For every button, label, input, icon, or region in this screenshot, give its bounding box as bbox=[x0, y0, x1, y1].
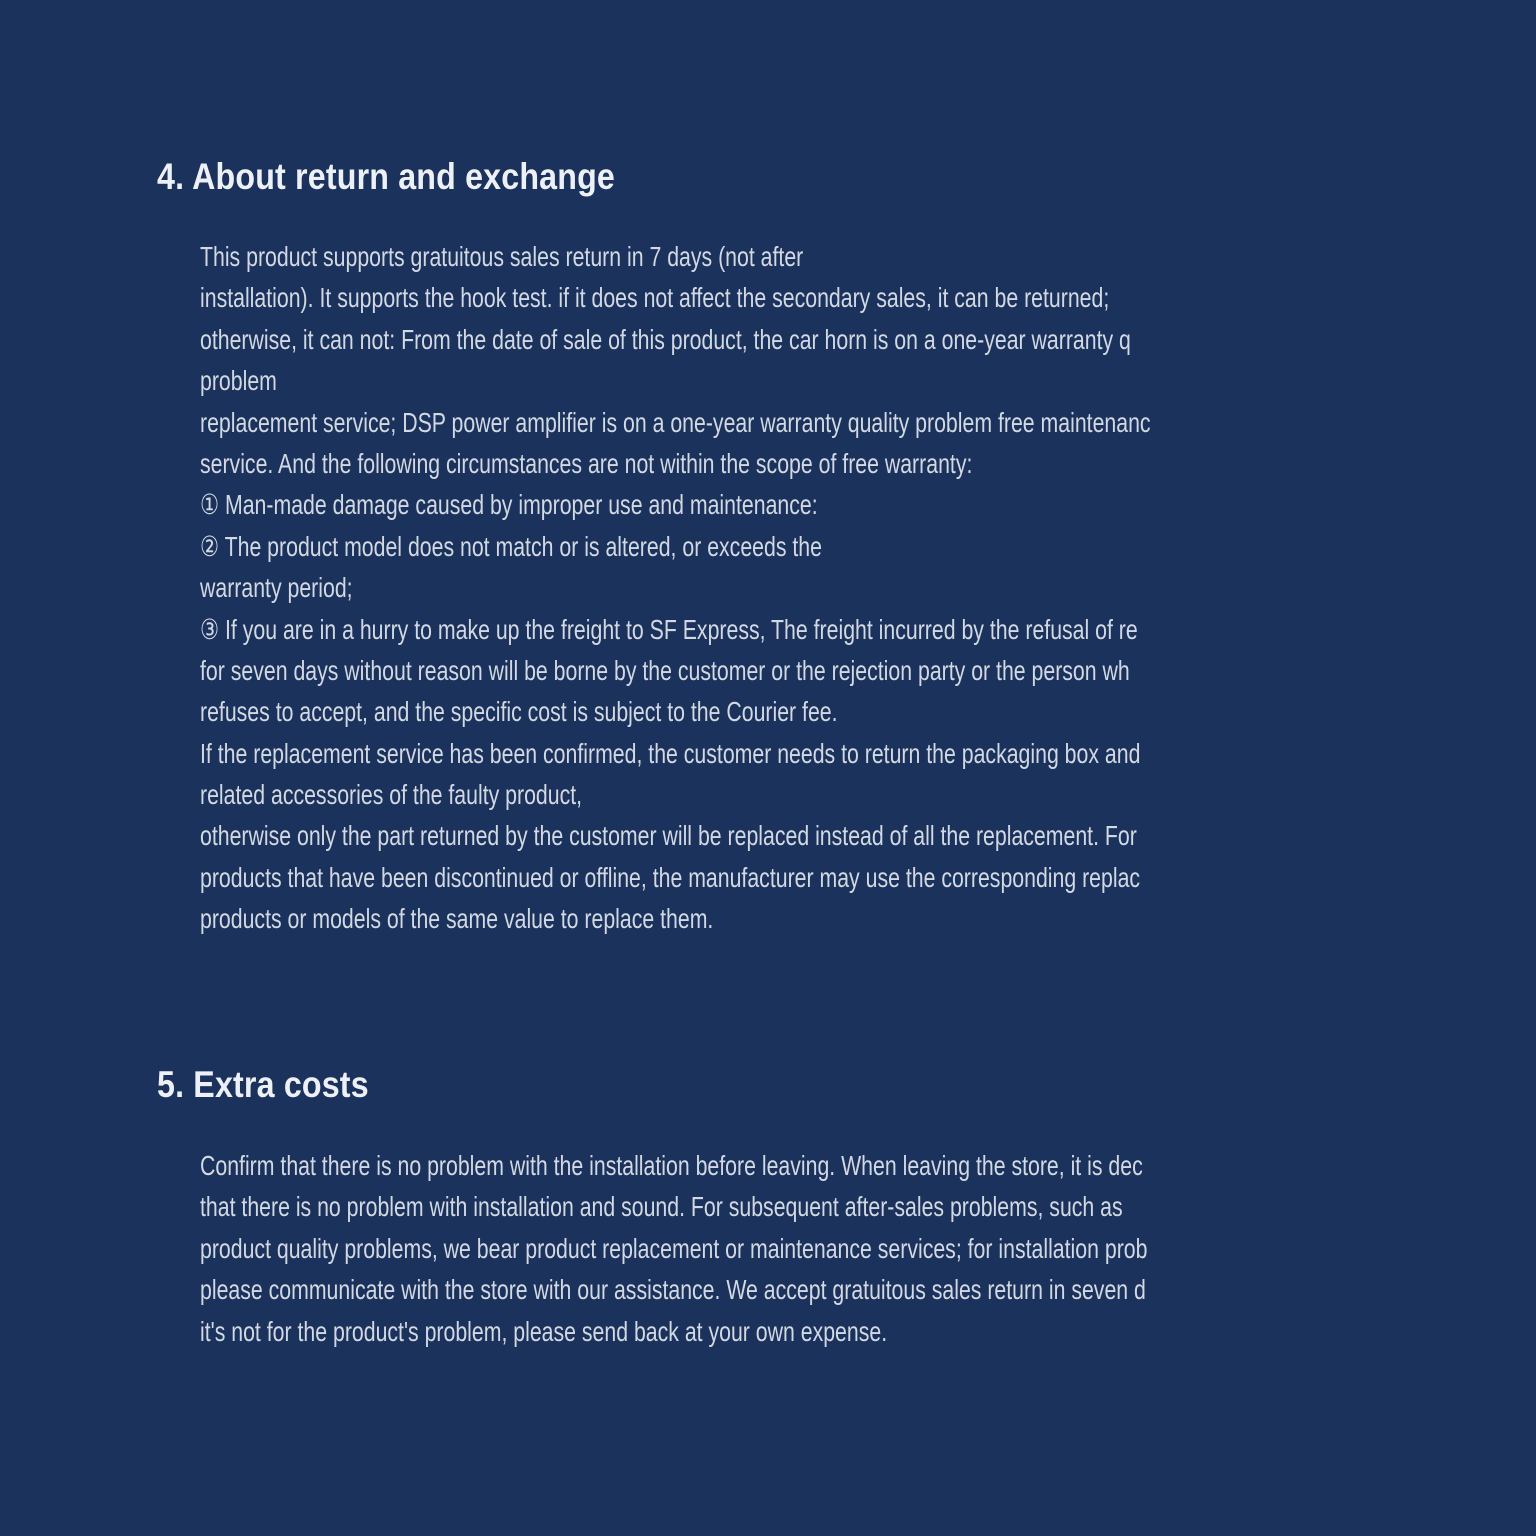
text-line: This product supports gratuitous sales return in 7 days (not after bbox=[200, 241, 804, 272]
text-line: products or models of the same value to replace them. bbox=[200, 903, 714, 935]
text-line-numbered-3: ③ If you are in a hurry to make up the freight to SF Express, The freight incurred by the refusal of re bbox=[200, 613, 1138, 645]
text-line: otherwise, it can not: From the date of sale of this product, the car horn is on a one-year warranty q bbox=[200, 323, 1131, 355]
text-line: product quality problems, we bear product replacement or maintenance services; for installation prob bbox=[200, 1232, 1148, 1264]
return-exchange-paragraph bbox=[200, 236, 1151, 940]
text-line: it's not for the product's problem, please send back at your own expense. bbox=[200, 1315, 888, 1347]
text-line: replacement service; DSP power amplifier is on a one-year warranty quality problem free maintenanc bbox=[200, 406, 1151, 438]
text-line: installation). It supports the hook test. if it does not affect the secondary sales, it can be returned; bbox=[200, 282, 1110, 314]
heading-about-return-and-exchange: 4. About return and exchange bbox=[157, 156, 615, 197]
text-line-numbered-1: ① Man-made damage caused by improper use and maintenance: bbox=[200, 489, 818, 521]
text-line: problem bbox=[200, 365, 277, 397]
text-line: related accessories of the faulty product, bbox=[200, 779, 583, 811]
text-line: that there is no problem with installation and sound. For subsequent after-sales problems, such as bbox=[200, 1191, 1123, 1223]
text-line: please communicate with the store with our assistance. We accept gratuitous sales return in seven d bbox=[200, 1274, 1146, 1306]
text-line: If the replacement service has been confirmed, the customer needs to return the packaging box and bbox=[200, 737, 1141, 769]
text-line: refuses to accept, and the specific cost is subject to the Courier fee. bbox=[200, 696, 838, 728]
heading-extra-costs: 5. Extra costs bbox=[157, 1064, 369, 1105]
text-line: Confirm that there is no problem with the installation before leaving. When leaving the store, it is dec bbox=[200, 1150, 1143, 1181]
text-line: service. And the following circumstances are not within the scope of free warranty: bbox=[200, 447, 973, 479]
extra-costs-paragraph bbox=[200, 1145, 1147, 1352]
text-line: products that have been discontinued or offline, the manufacturer may use the corresponding replac bbox=[200, 861, 1141, 893]
text-line: otherwise only the part returned by the customer will be replaced instead of all the replacement. For bbox=[200, 820, 1137, 852]
text-line: for seven days without reason will be borne by the customer or the rejection party or the person wh bbox=[200, 654, 1130, 686]
text-line-numbered-2: ② The product model does not match or is altered, or exceeds the bbox=[200, 530, 822, 562]
text-line: warranty period; bbox=[200, 572, 353, 604]
